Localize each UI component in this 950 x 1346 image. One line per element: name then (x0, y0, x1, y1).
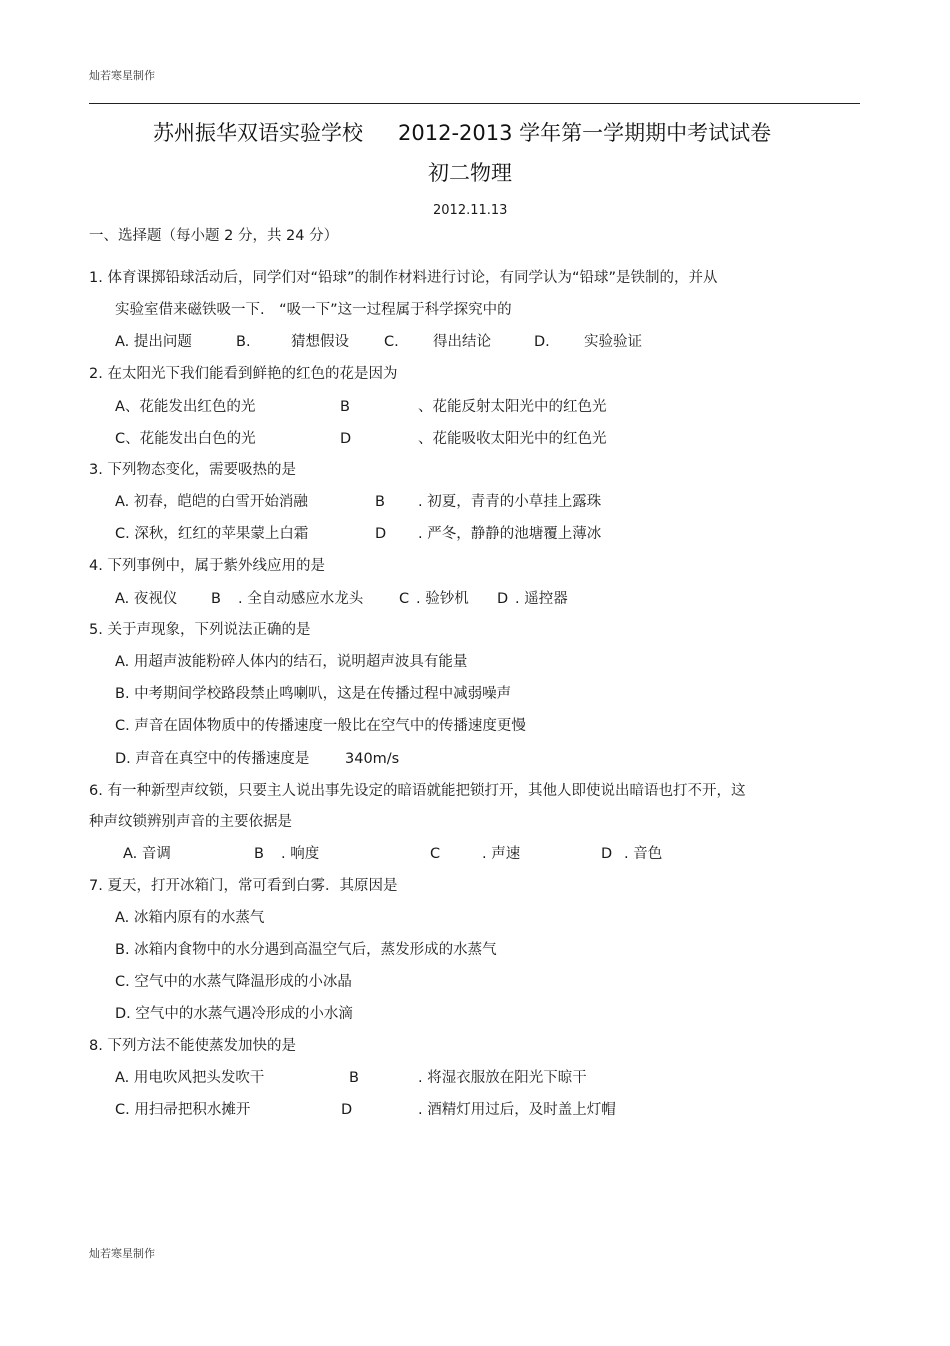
q2-option-d-letter: D (340, 431, 352, 447)
q6-option-b-text: . 响度 (281, 846, 320, 862)
q5-option-a: A. 用超声波能粉碎人体内的结石，说明超声波具有能量 (115, 654, 468, 670)
q7-option-b: B. 冰箱内食物中的水分遇到高温空气后，蒸发形成的水蒸气 (115, 942, 497, 958)
q3-option-b-letter: B (375, 494, 385, 510)
q8-option-d-letter: D (341, 1102, 353, 1118)
q3-option-d-letter: D (375, 526, 387, 542)
q8-option-a: A. 用电吹风把头发吹干 (115, 1070, 265, 1086)
q3-option-d-text: . 严冬，静静的池塘覆上薄冰 (418, 526, 602, 542)
title-school: 苏州振华双语实验学校 (153, 121, 363, 145)
q6-stem-line1: 6. 有一种新型声纹锁，只要主人说出事先设定的暗语就能把锁打开，其他人即使说出暗语也打不开，这 (89, 783, 746, 799)
q6-option-c-letter: C (430, 846, 441, 862)
q6-stem-line2: 种声纹锁辨别声音的主要依据是 (89, 814, 292, 830)
q4-stem: 4. 下列事例中，属于紫外线应用的是 (89, 558, 325, 574)
q5-option-d: D. 声音在真空中的传播速度是 (115, 751, 310, 767)
q7-option-a: A. 冰箱内原有的水蒸气 (115, 910, 265, 926)
q4-option-c-text: . 验钞机 (416, 591, 469, 607)
q1-option-b-letter: B. (236, 334, 251, 350)
q4-option-b-text: . 全自动感应水龙头 (238, 591, 364, 607)
q1-stem-line1: 1. 体育课掷铅球活动后，同学们对“铅球”的制作材料进行讨论，有同学认为“铅球”是铁制的，并从 (89, 270, 718, 286)
q6-option-a: A. 音调 (123, 846, 171, 862)
q6-option-d-letter: D (601, 846, 613, 862)
q1-option-d-letter: D. (534, 334, 550, 350)
q2-option-c: C、花能发出白色的光 (115, 431, 256, 447)
q8-stem: 8. 下列方法不能使蒸发加快的是 (89, 1038, 296, 1054)
q3-stem: 3. 下列物态变化，需要吸热的是 (89, 462, 296, 478)
q8-option-d-text: . 酒精灯用过后，及时盖上灯帽 (418, 1102, 616, 1118)
q7-option-c: C. 空气中的水蒸气降温形成的小冰晶 (115, 974, 352, 990)
q3-option-a: A. 初春，皑皑的白雪开始消融 (115, 494, 308, 510)
q4-option-a: A. 夜视仪 (115, 591, 178, 607)
q6-option-c-text: . 声速 (482, 846, 521, 862)
q1-stem-line2: 实验室借来磁铁吸一下. “吸一下”这一过程属于科学探究中的 (115, 302, 512, 318)
q8-option-c: C. 用扫帚把积水摊开 (115, 1102, 251, 1118)
footer-maker: 灿若寒星制作 (89, 1247, 155, 1260)
q1-option-c-letter: C. (384, 334, 399, 350)
q4-option-d-text: . 遥控器 (515, 591, 568, 607)
q1-option-d-text: 实验验证 (584, 334, 642, 350)
q4-option-b-letter: B (211, 591, 221, 607)
q3-option-b-text: . 初夏，青青的小草挂上露珠 (418, 494, 602, 510)
q2-option-a: A、花能发出红色的光 (115, 399, 256, 415)
section-heading: 一、选择题（每小题 2 分，共 24 分） (89, 228, 339, 244)
q1-option-b-text: 猜想假设 (291, 334, 349, 350)
q1-option-c-text: 得出结论 (433, 334, 491, 350)
q4-option-d-letter: D (497, 591, 509, 607)
q2-stem: 2. 在太阳光下我们能看到鲜艳的红色的花是因为 (89, 366, 398, 382)
q6-option-d-text: . 音色 (624, 846, 663, 862)
q5-option-b: B. 中考期间学校路段禁止鸣喇叭，这是在传播过程中减弱噪声 (115, 686, 512, 702)
exam-date: 2012.11.13 (433, 203, 508, 218)
q5-stem: 5. 关于声现象，下列说法正确的是 (89, 622, 311, 638)
q1-option-a: A. 提出问题 (115, 334, 192, 350)
q2-option-b-letter: B (340, 399, 350, 415)
q5-option-d-value: 340m/s (345, 751, 400, 767)
title-term: 2012-2013 学年第一学期期中考试试卷 (398, 121, 772, 145)
q7-stem: 7. 夏天，打开冰箱门，常可看到白雾．其原因是 (89, 878, 398, 894)
q6-option-b-letter: B (254, 846, 264, 862)
q4-option-c-letter: C (399, 591, 410, 607)
q2-option-d-text: 、花能吸收太阳光中的红色光 (418, 431, 607, 447)
title-subject: 初二物理 (428, 161, 512, 185)
q7-option-d: D. 空气中的水蒸气遇冷形成的小水滴 (115, 1006, 353, 1022)
q2-option-b-text: 、花能反射太阳光中的红色光 (418, 399, 607, 415)
header-maker: 灿若寒星制作 (89, 69, 155, 82)
q8-option-b-text: . 将湿衣服放在阳光下晾干 (418, 1070, 587, 1086)
header-rule (89, 103, 860, 104)
q8-option-b-letter: B (349, 1070, 359, 1086)
q3-option-c: C. 深秋，红红的苹果蒙上白霜 (115, 526, 309, 542)
q5-option-c: C. 声音在固体物质中的传播速度一般比在空气中的传播速度更慢 (115, 718, 526, 734)
